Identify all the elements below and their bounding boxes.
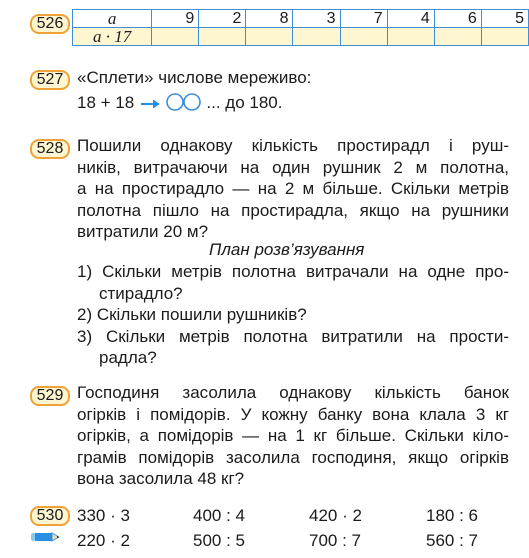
value-cell: 2	[199, 10, 246, 28]
plan-step-3-cont: радла?	[99, 348, 157, 367]
exercise-badge-528: 528	[30, 139, 70, 159]
multiplication-table-526	[72, 9, 529, 46]
expr-500div5: 500 : 5	[193, 531, 245, 550]
value-cell: 7	[340, 10, 387, 28]
table-row-a-times-17	[73, 28, 529, 46]
answer-cell[interactable]	[246, 28, 293, 46]
plan-step-3: 3) Скільки метрів полотна витратили на прости-	[77, 326, 509, 346]
task-527-text: «Сплети» числове мереживо:	[77, 68, 312, 87]
text-line: огірків, а помідорів — на 1 кг більше. Скільки кіло-	[77, 426, 509, 445]
pencil-icon	[30, 530, 60, 549]
value-cell: 9	[152, 10, 199, 28]
answer-cell[interactable]	[481, 28, 528, 46]
value-cell: 6	[434, 10, 481, 28]
text-line: Пошили однакову кількість простирадл і руш-	[77, 136, 509, 155]
chain-start: 18 + 18	[77, 93, 135, 112]
plan-title: План розв’язування	[209, 240, 365, 259]
text-line: грамів помідорів засолила господиня, якщо огірків	[77, 447, 509, 467]
value-cell: 4	[387, 10, 434, 28]
answer-cell[interactable]	[387, 28, 434, 46]
exercise-badge-526: 526	[30, 14, 70, 34]
answer-cell[interactable]	[434, 28, 481, 46]
empty-ovals-icon	[166, 93, 202, 117]
text-line: витратили 20 м?	[77, 222, 209, 241]
expr-180div6: 180 : 6	[426, 506, 478, 525]
value-cell: 5	[481, 10, 528, 28]
plan-step-2: 2) Скільки пошили рушників?	[77, 305, 307, 324]
plan-step-1-cont: стирадло?	[99, 283, 183, 303]
answer-cell[interactable]	[199, 28, 246, 46]
expr-330x3: 330 · 3	[77, 506, 130, 525]
arrow-right-icon	[139, 95, 161, 117]
expr-420x2: 420 · 2	[309, 506, 362, 525]
exercise-badge-530: 530	[30, 506, 70, 526]
row-header-a-times-17: a · 17	[73, 28, 152, 46]
plan-step-1: 1) Скільки метрів полотна витрачали на одне про-	[77, 262, 509, 281]
value-cell: 8	[246, 10, 293, 28]
text-line: Господиня засолила однакову кількість банок	[77, 383, 509, 402]
task-527-chain	[77, 92, 282, 117]
text-line: ників, витрачаючи на один рушник 2 м полотна,	[77, 157, 509, 177]
answer-cell[interactable]	[152, 28, 199, 46]
value-cell: 3	[293, 10, 340, 28]
text-line: вона засолила 48 кг?	[77, 469, 245, 488]
expr-700div7: 700 : 7	[309, 531, 361, 550]
task-528-text	[77, 135, 509, 243]
exercise-badge-527: 527	[30, 70, 70, 90]
text-line: полотна пішло на простирадла, якщо на рушники	[77, 200, 509, 220]
text-line: а на простирадло — на 2 м більше. Скільки метрів	[77, 179, 509, 198]
plan-list	[77, 261, 509, 369]
expr-400div4: 400 : 4	[193, 506, 245, 525]
table-row-a	[73, 10, 529, 28]
text-line: огірків і помідорів. У кожну банку вона клала 3 кг	[77, 404, 509, 424]
answer-cell[interactable]	[293, 28, 340, 46]
expr-560div7: 560 : 7	[426, 531, 478, 550]
expr-220x2: 220 · 2	[77, 531, 130, 550]
chain-end: ... до 180.	[206, 93, 283, 112]
row-header-a: a	[73, 10, 152, 28]
answer-cell[interactable]	[340, 28, 387, 46]
exercise-badge-529: 529	[30, 386, 70, 406]
task-529-text	[77, 382, 509, 490]
